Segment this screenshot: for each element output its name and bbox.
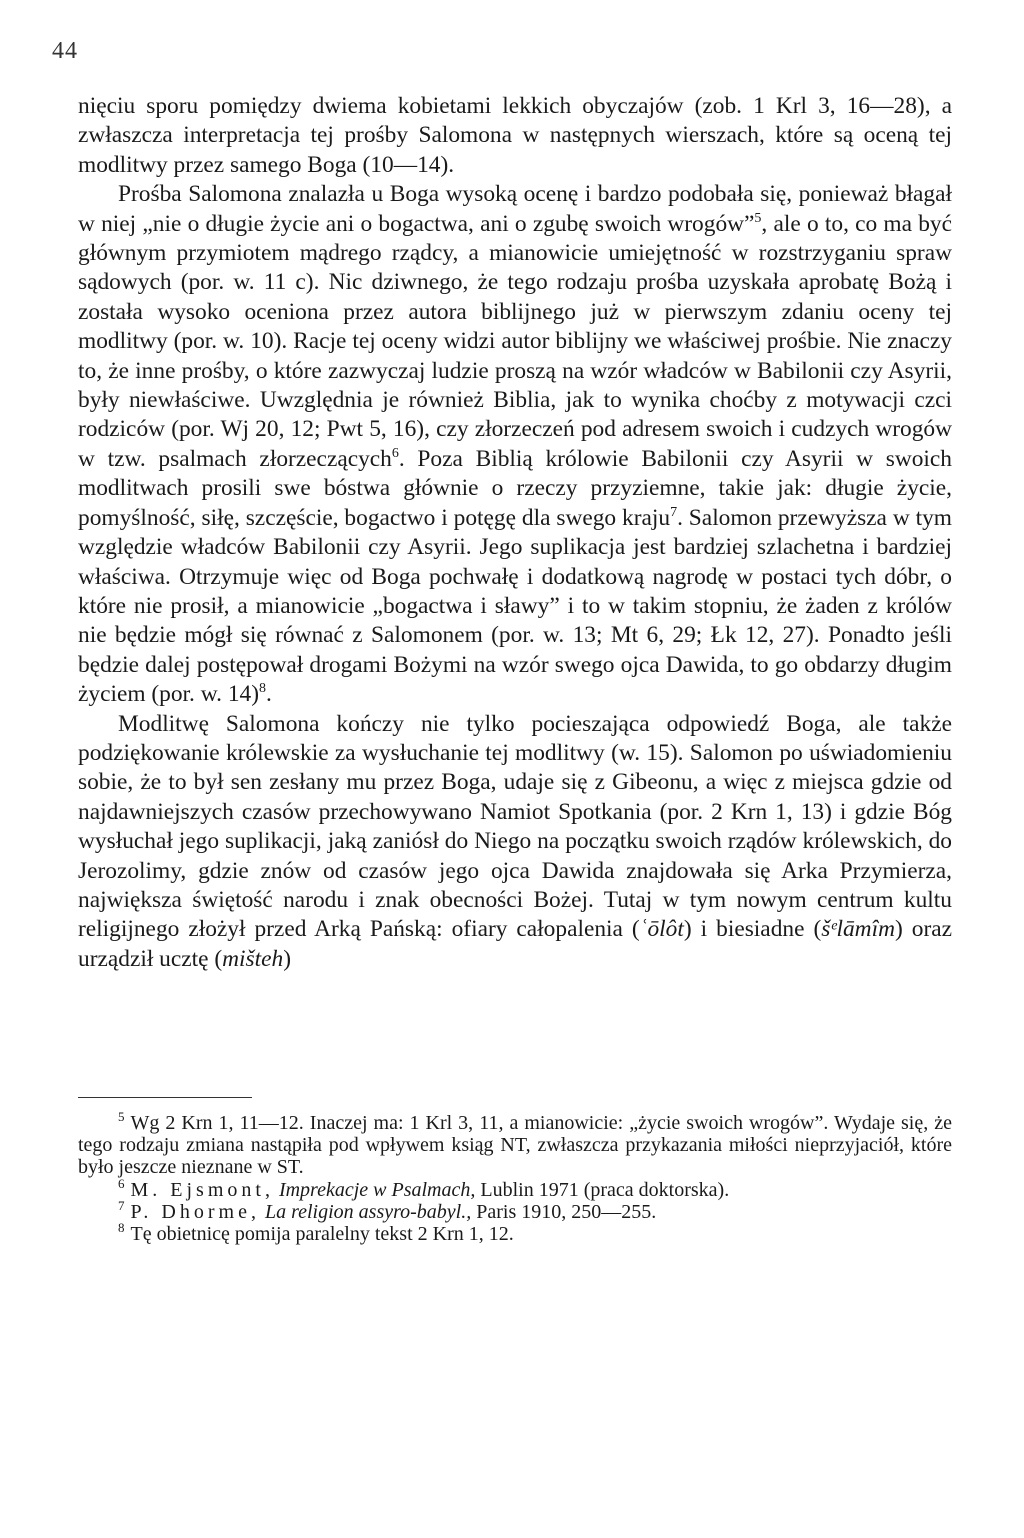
footnote-8-mark: 8 [118,1220,125,1236]
footnote-5-mark: 5 [118,1109,125,1125]
footnote-ref-6[interactable]: 6 [391,446,399,462]
paragraph-2-part-d: . Salomon przewyższa w tym względzie władców Babilonii czy Asyrii. Jego suplikacja jest bardziej szlachetna i bardziej właściwa. Otrzymuje więc od Boga pochwałę i dodatkową nagrodę w postaci tych dóbr, o które nie prosił, a mianowicie „bogactwa i sławy” i to w takim stopniu, że żaden z królów nie będzie mógł się równać z Salomonem (por. w. 13; Mt 6, 29; Łk 12, 27). Ponadto jeśli będzie dalej postępował drogami Bożymi na wzór swego ojca Dawida, to go obdarzy długim życiem (por. w. 14) [78,504,952,708]
paragraph-3-part-d: ) [283,945,292,972]
paragraph-3 [78,710,952,975]
footnotes [78,1109,952,1246]
footnote-6-author: M. Ejsmont, [130,1178,274,1201]
footnote-ref-8[interactable]: 8 [259,681,267,697]
footnote-7 [78,1198,952,1223]
footnote-5-text: Wg 2 Krn 1, 11—12. Inaczej ma: 1 Krl 3, 11, a mianowicie: „życie swoich wrogów”. Wydaje się, że tego rodzaju zmiana nastąpiła pod wpływem ksiąg NT, zwłaszcza przykazania miłości nieprzyjaciół, które było jeszcze nieznane w ST. [78,1112,952,1179]
footnote-8-text: Tę obietnicę pomija paralelny tekst 2 Krn 1, 12. [130,1223,514,1246]
paragraph-2-part-b: , ale o to, co ma być głównym przymiotem mądrego rządcy, a mianowicie umiejętność w rozstrzyganiu spraw sądowych (por. w. 11 c). Nic dziwnego, że tego rodzaju prośba uzyskała aprobatę Bożą i została wysoko oceniona przez autora biblijnego już w pierwszym zdaniu oceny tej modlitwy (por. w. 10). Racje tej oceny widzi autor biblijny we właściwej prośbie. Nie znaczy to, że inne prośby, o które zazwyczaj ludzie proszą na wzór władców w Babilonii czy Asyrii, były niewłaściwe. Uwzględnia je również Biblia, jak to wynika choćby z motywacji czci rodziców (por. Wj 20, 12; Pwt 5, 16), czy złorzeczeń pod adresem swoich i cudzych wrogów w tzw. psalmach złorzeczących [78,210,952,472]
paragraph-3-part-a: Modlitwę Salomona kończy nie tylko pocieszająca odpowiedź Boga, ale także podziękowanie królewskie za wysłuchanie tej modlitwy (w. 15). Salomon po uświadomieniu sobie, że to był sen zesłany mu przez Boga, udaje się z Gibeonu, a więc z miejsca gdzie od najdawniejszych czasów przechowywano Namiot Spotkania (por. 2 Krn 1, 13) i gdzie Bóg wysłuchał jego suplikacji, jaką zaniósł do Niego na początku swoich rządów królewskich, do Jerozolimy, gdzie znów od czasów jego ojca Dawida znajdowała się Arka Przymierza, największa świętość narodu i znak obecności Bożej. Tutaj w tym nowym centrum kultu religijnego złożył przed Arką Pańską: ofiary całopalenia ( [78,710,952,943]
paragraph-2-part-a: Prośba Salomona znalazła u Boga wysoką ocenę i bardzo podobała się, ponieważ błagał w niej „nie o długie życie ani o bogactwa, ani o zgubę swoich wrogów” [78,181,952,237]
paragraph-3-part-b: ) i biesiadne ( [683,916,822,943]
term-selamim: šᵉlāmîm [821,916,895,943]
footnote-5 [78,1109,952,1179]
footnote-7-author: P. Dhorme, [130,1200,260,1223]
paragraph-2 [78,180,952,709]
footnote-7-mark: 7 [118,1198,125,1214]
footnote-divider [78,1097,252,1098]
footnote-8 [78,1220,952,1246]
body-text [78,92,952,974]
footnote-ref-5[interactable]: 5 [754,210,762,226]
footnote-6-mark: 6 [118,1175,125,1191]
footnote-7-rest: Paris 1910, 250—255. [476,1200,657,1223]
footnote-6-rest: Lublin 1971 (praca doktorska). [480,1178,730,1201]
paragraph-3-part-c: ) oraz urządził ucztę ( [78,916,952,972]
footnote-6 [78,1175,952,1201]
footnote-7-title: La religion assyro-babyl., [264,1200,472,1223]
paragraph-2-part-e: . [266,681,272,708]
paragraph-2-part-c: . Poza Biblią królowie Babilonii czy Asyrii w swoich modlitwach prosili swe bóstwa głównie o rzeczy przyziemne, takie jak: długie życie, pomyślność, siłę, szczęście, bogactwo i potęgę dla swego kraju [78,445,952,531]
term-misteh: mišteh [222,945,284,972]
paragraph-1-text: nięciu sporu pomiędzy dwiema kobietami lekkich obyczajów (zob. 1 Krl 3, 16—28), a zwłaszcza interpretacja tej prośby Salomona w następnych wierszach, które są oceną tej modlitwy przez samego Boga (10—14). [78,93,952,178]
footnote-ref-7[interactable]: 7 [670,504,678,520]
paragraph-1 [78,92,952,180]
footnote-6-title: Imprekacje w Psalmach, [278,1178,476,1201]
page-number: 44 [52,38,78,64]
term-olot: ʿōlôt [639,916,684,943]
